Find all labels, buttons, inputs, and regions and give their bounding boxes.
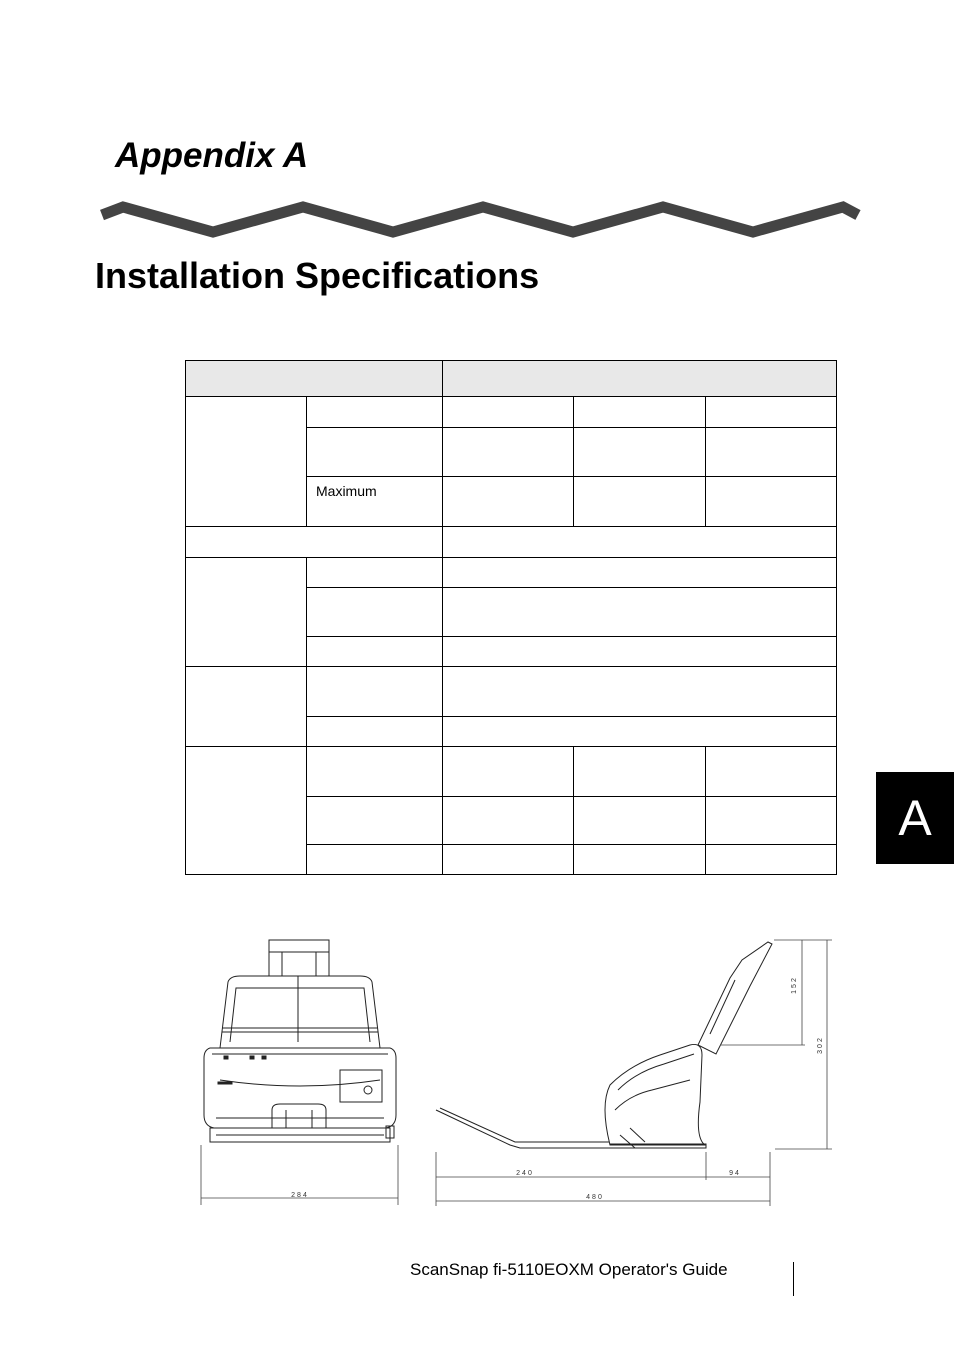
table-row [186,361,837,397]
table-cell [706,747,837,797]
table-cell [443,428,574,477]
table-cell [706,477,837,527]
table-cell [307,717,443,747]
table-cell [307,845,443,875]
table-cell [443,397,574,428]
table-cell [443,717,837,747]
scanner-front-view [204,940,396,1142]
table-cell [574,845,706,875]
table-cell [574,477,706,527]
zigzag-divider [100,196,862,242]
table-cell [443,797,574,845]
table-cell [307,747,443,797]
table-cell [307,588,443,637]
footer-rule [793,1262,794,1296]
installation-spec-table [185,360,837,875]
side-chute-height-label: 152 [791,976,798,994]
table-cell [307,558,443,588]
table-cell [307,667,443,717]
section-title: Installation Specifications [95,255,540,296]
table-row [186,397,837,428]
table-cell [574,797,706,845]
table-cell [307,797,443,845]
table-cell [307,477,443,527]
table-cell [443,747,574,797]
table-header-spec [443,361,837,397]
table-cell [186,558,307,667]
side-rear-length-label: 94 [729,1170,741,1177]
table-row [186,527,837,558]
table-cell [574,428,706,477]
zigzag-line [102,207,858,232]
table-cell [443,527,837,558]
table-cell [186,747,307,875]
table-cell [307,397,443,428]
table-row [186,747,837,797]
table-cell [706,845,837,875]
table-cell [706,397,837,428]
table-cell [706,797,837,845]
footer-guide-title: ScanSnap fi-5110EOXM Operator's Guide [410,1260,728,1279]
table-cell [186,667,307,747]
table-cell [443,588,837,637]
table-cell [443,845,574,875]
chapter-tab: A [876,772,954,864]
table-cell [443,558,837,588]
table-cell [186,527,443,558]
table-row [186,667,837,717]
appendix-title: Appendix A [115,136,309,175]
table-cell [307,428,443,477]
table-cell [443,637,837,667]
table-cell [706,428,837,477]
table-cell [574,397,706,428]
table-cell [186,397,307,527]
table-row [186,558,837,588]
side-total-length-label: 480 [586,1194,604,1201]
side-chute-length-label: 240 [516,1170,534,1177]
table-cell [443,667,837,717]
table-header-item [186,361,443,397]
front-width-label: 284 [291,1192,309,1199]
scanner-dimension-drawings [190,930,840,1210]
table-cell [443,477,574,527]
side-total-height-label: 302 [817,1036,824,1054]
table-cell [307,637,443,667]
table-cell [574,747,706,797]
maximum-label: Maximum [316,483,377,499]
